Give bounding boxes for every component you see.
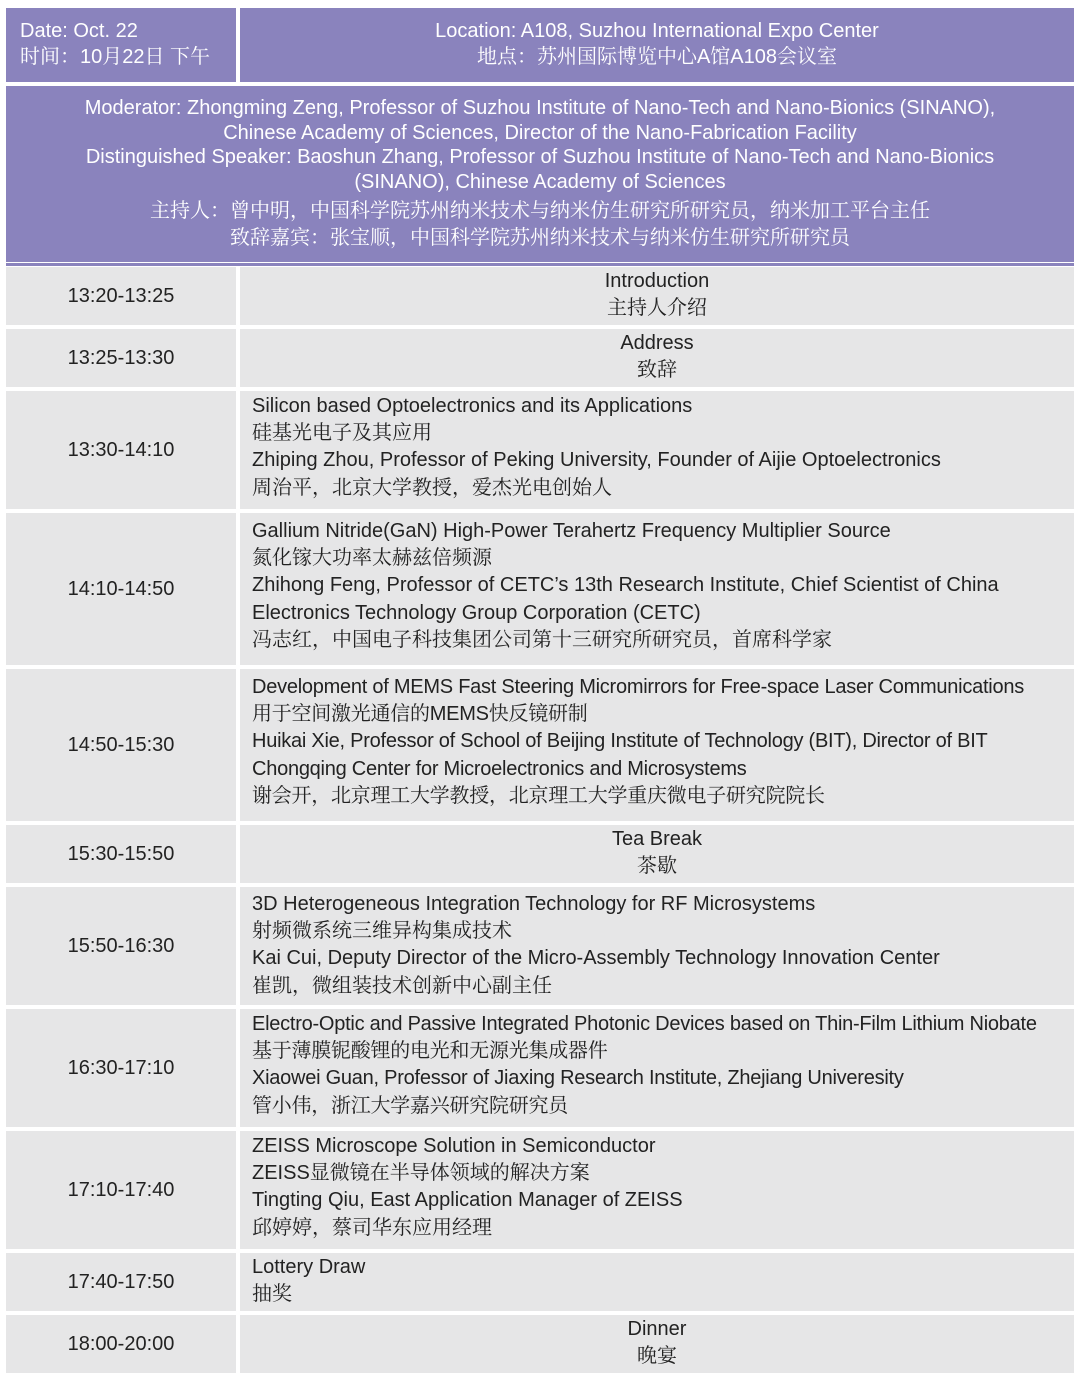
- talk-title-zh: 用于空间激光通信的MEMS快反镜研制: [252, 703, 588, 726]
- speaker-zh: 周治平，北京大学教授，爱杰光电创始人: [252, 476, 612, 499]
- location-en: Location: A108, Suzhou International Expo Center: [435, 20, 879, 42]
- title-en: Tea Break: [611, 828, 703, 850]
- header-divider: [6, 263, 1074, 266]
- title-en: Lottery Draw: [252, 1256, 366, 1278]
- agenda-row: [6, 1315, 1074, 1373]
- content-cell: [240, 887, 1074, 1005]
- date-zh: 时间：10月22日 下午: [20, 46, 211, 68]
- title-en: Introduction: [604, 270, 710, 292]
- time-cell: 14:50-15:30: [6, 669, 236, 821]
- speaker-en-line-1: Distinguished Speaker: Baoshun Zhang, Professor of Suzhou Institute of Nano-Tech and Nano-Bionics: [85, 146, 995, 168]
- date-en: Date: Oct. 22: [20, 20, 138, 42]
- speaker-en: Tingting Qiu, East Application Manager of ZEISS: [252, 1189, 683, 1212]
- title-zh: 茶歇: [637, 855, 677, 878]
- time-cell: 15:50-16:30: [6, 887, 236, 1005]
- agenda-row: [6, 825, 1074, 883]
- content-cell: [240, 329, 1074, 387]
- speaker-zh: 致辞嘉宾：张宝顺，中国科学院苏州纳米技术与纳米仿生研究所研究员: [230, 227, 850, 249]
- content-cell: [240, 669, 1074, 821]
- content-cell: [240, 267, 1074, 325]
- content-cell: [240, 1315, 1074, 1373]
- title-zh: 致辞: [637, 359, 677, 382]
- speaker-en: Zhiping Zhou, Professor of Peking University, Founder of Aijie Optoelectronics: [252, 449, 941, 472]
- speaker-en: Huikai Xie, Professor of School of Beijing Institute of Technology (BIT), Director of BIT: [252, 730, 988, 753]
- talk-title-en: 3D Heterogeneous Integration Technology for RF Microsystems: [252, 893, 816, 915]
- header-date-location-row: [6, 8, 1074, 82]
- content-cell: [240, 1131, 1074, 1249]
- moderator-zh: 主持人：曾中明，中国科学院苏州纳米技术与纳米仿生研究所研究员，纳米加工平台主任: [150, 200, 930, 222]
- agenda-row: [6, 1009, 1074, 1127]
- talk-title-zh: 硅基光电子及其应用: [252, 422, 432, 445]
- content-cell: [240, 391, 1074, 509]
- moderator-en-line-1: Moderator: Zhongming Zeng, Professor of Suzhou Institute of Nano-Tech and Nano-Bionics (SINANO),: [84, 97, 996, 119]
- content-cell: [240, 1009, 1074, 1127]
- title-zh: 抽奖: [252, 1283, 292, 1306]
- talk-title-zh: ZEISS显微镜在半导体领域的解决方案: [252, 1162, 590, 1185]
- time-cell: 18:00-20:00: [6, 1315, 236, 1373]
- time-cell: 13:30-14:10: [6, 391, 236, 509]
- speaker-zh: 管小伟，浙江大学嘉兴研究院研究员: [252, 1094, 568, 1117]
- content-cell: [240, 1253, 1074, 1311]
- talk-title-en: Electro-Optic and Passive Integrated Photonic Devices based on Thin-Film Lithium Niobate: [252, 1013, 1037, 1035]
- talk-title-en: Gallium Nitride(GaN) High-Power Terahertz Frequency Multiplier Source: [252, 520, 891, 542]
- time-cell: 16:30-17:10: [6, 1009, 236, 1127]
- speaker-zh: 冯志红，中国电子科技集团公司第十三研究所研究员，首席科学家: [252, 628, 832, 651]
- content-cell: [240, 513, 1074, 665]
- talk-title-zh: 基于薄膜铌酸锂的电光和无源光集成器件: [252, 1040, 608, 1063]
- time-cell: 14:10-14:50: [6, 513, 236, 665]
- title-en: Dinner: [627, 1318, 687, 1340]
- time-cell: 15:30-15:50: [6, 825, 236, 883]
- time-cell: 13:25-13:30: [6, 329, 236, 387]
- talk-title-en: Silicon based Optoelectronics and its Applications: [252, 395, 693, 417]
- agenda-row: [6, 513, 1074, 665]
- speaker-zh: 谢会开，北京理工大学教授，北京理工大学重庆微电子研究院院长: [252, 784, 825, 807]
- title-zh: 晚宴: [637, 1345, 677, 1368]
- location-zh: 地点：苏州国际博览中心A馆A108会议室: [476, 46, 838, 68]
- time-cell: 13:20-13:25: [6, 267, 236, 325]
- speaker-en: Zhihong Feng, Professor of CETC’s 13th Research Institute, Chief Scientist of China: [252, 574, 999, 597]
- speaker-en-cont: Chongqing Center for Microelectronics and Microsystems: [252, 757, 747, 780]
- talk-title-zh: 射频微系统三维异构集成技术: [252, 920, 512, 943]
- agenda-row: [6, 391, 1074, 509]
- speaker-en: Kai Cui, Deputy Director of the Micro-Assembly Technology Innovation Center: [252, 947, 940, 970]
- moderator-en-line-2: Chinese Academy of Sciences, Director of the Nano-Fabrication Facility: [223, 121, 857, 144]
- speaker-zh: 邱婷婷，蔡司华东应用经理: [252, 1216, 492, 1239]
- agenda-row: [6, 887, 1074, 1005]
- speaker-en-line-2: (SINANO), Chinese Academy of Sciences: [354, 170, 726, 193]
- agenda-row: [6, 669, 1074, 821]
- talk-title-en: ZEISS Microscope Solution in Semiconductor: [252, 1135, 656, 1157]
- talk-title-zh: 氮化镓大功率太赫兹倍频源: [252, 547, 492, 570]
- agenda-row: [6, 1253, 1074, 1311]
- title-en: Address: [620, 332, 694, 354]
- title-zh: 主持人介绍: [607, 297, 707, 320]
- agenda-row: [6, 1131, 1074, 1249]
- speaker-en-cont: Electronics Technology Group Corporation (CETC): [252, 601, 701, 624]
- date-cell: [6, 8, 236, 82]
- moderator-speaker-cell: [6, 86, 1074, 262]
- speaker-en: Xiaowei Guan, Professor of Jiaxing Research Institute, Zhejiang Univeresity: [252, 1067, 904, 1090]
- speaker-zh: 崔凯，微组装技术创新中心副主任: [252, 974, 552, 997]
- location-cell: [240, 8, 1074, 82]
- agenda-row: [6, 267, 1074, 325]
- talk-title-en: Development of MEMS Fast Steering Micromirrors for Free-space Laser Communications: [252, 676, 1024, 698]
- time-cell: 17:10-17:40: [6, 1131, 236, 1249]
- time-cell: 17:40-17:50: [6, 1253, 236, 1311]
- content-cell: [240, 825, 1074, 883]
- agenda-row: [6, 329, 1074, 387]
